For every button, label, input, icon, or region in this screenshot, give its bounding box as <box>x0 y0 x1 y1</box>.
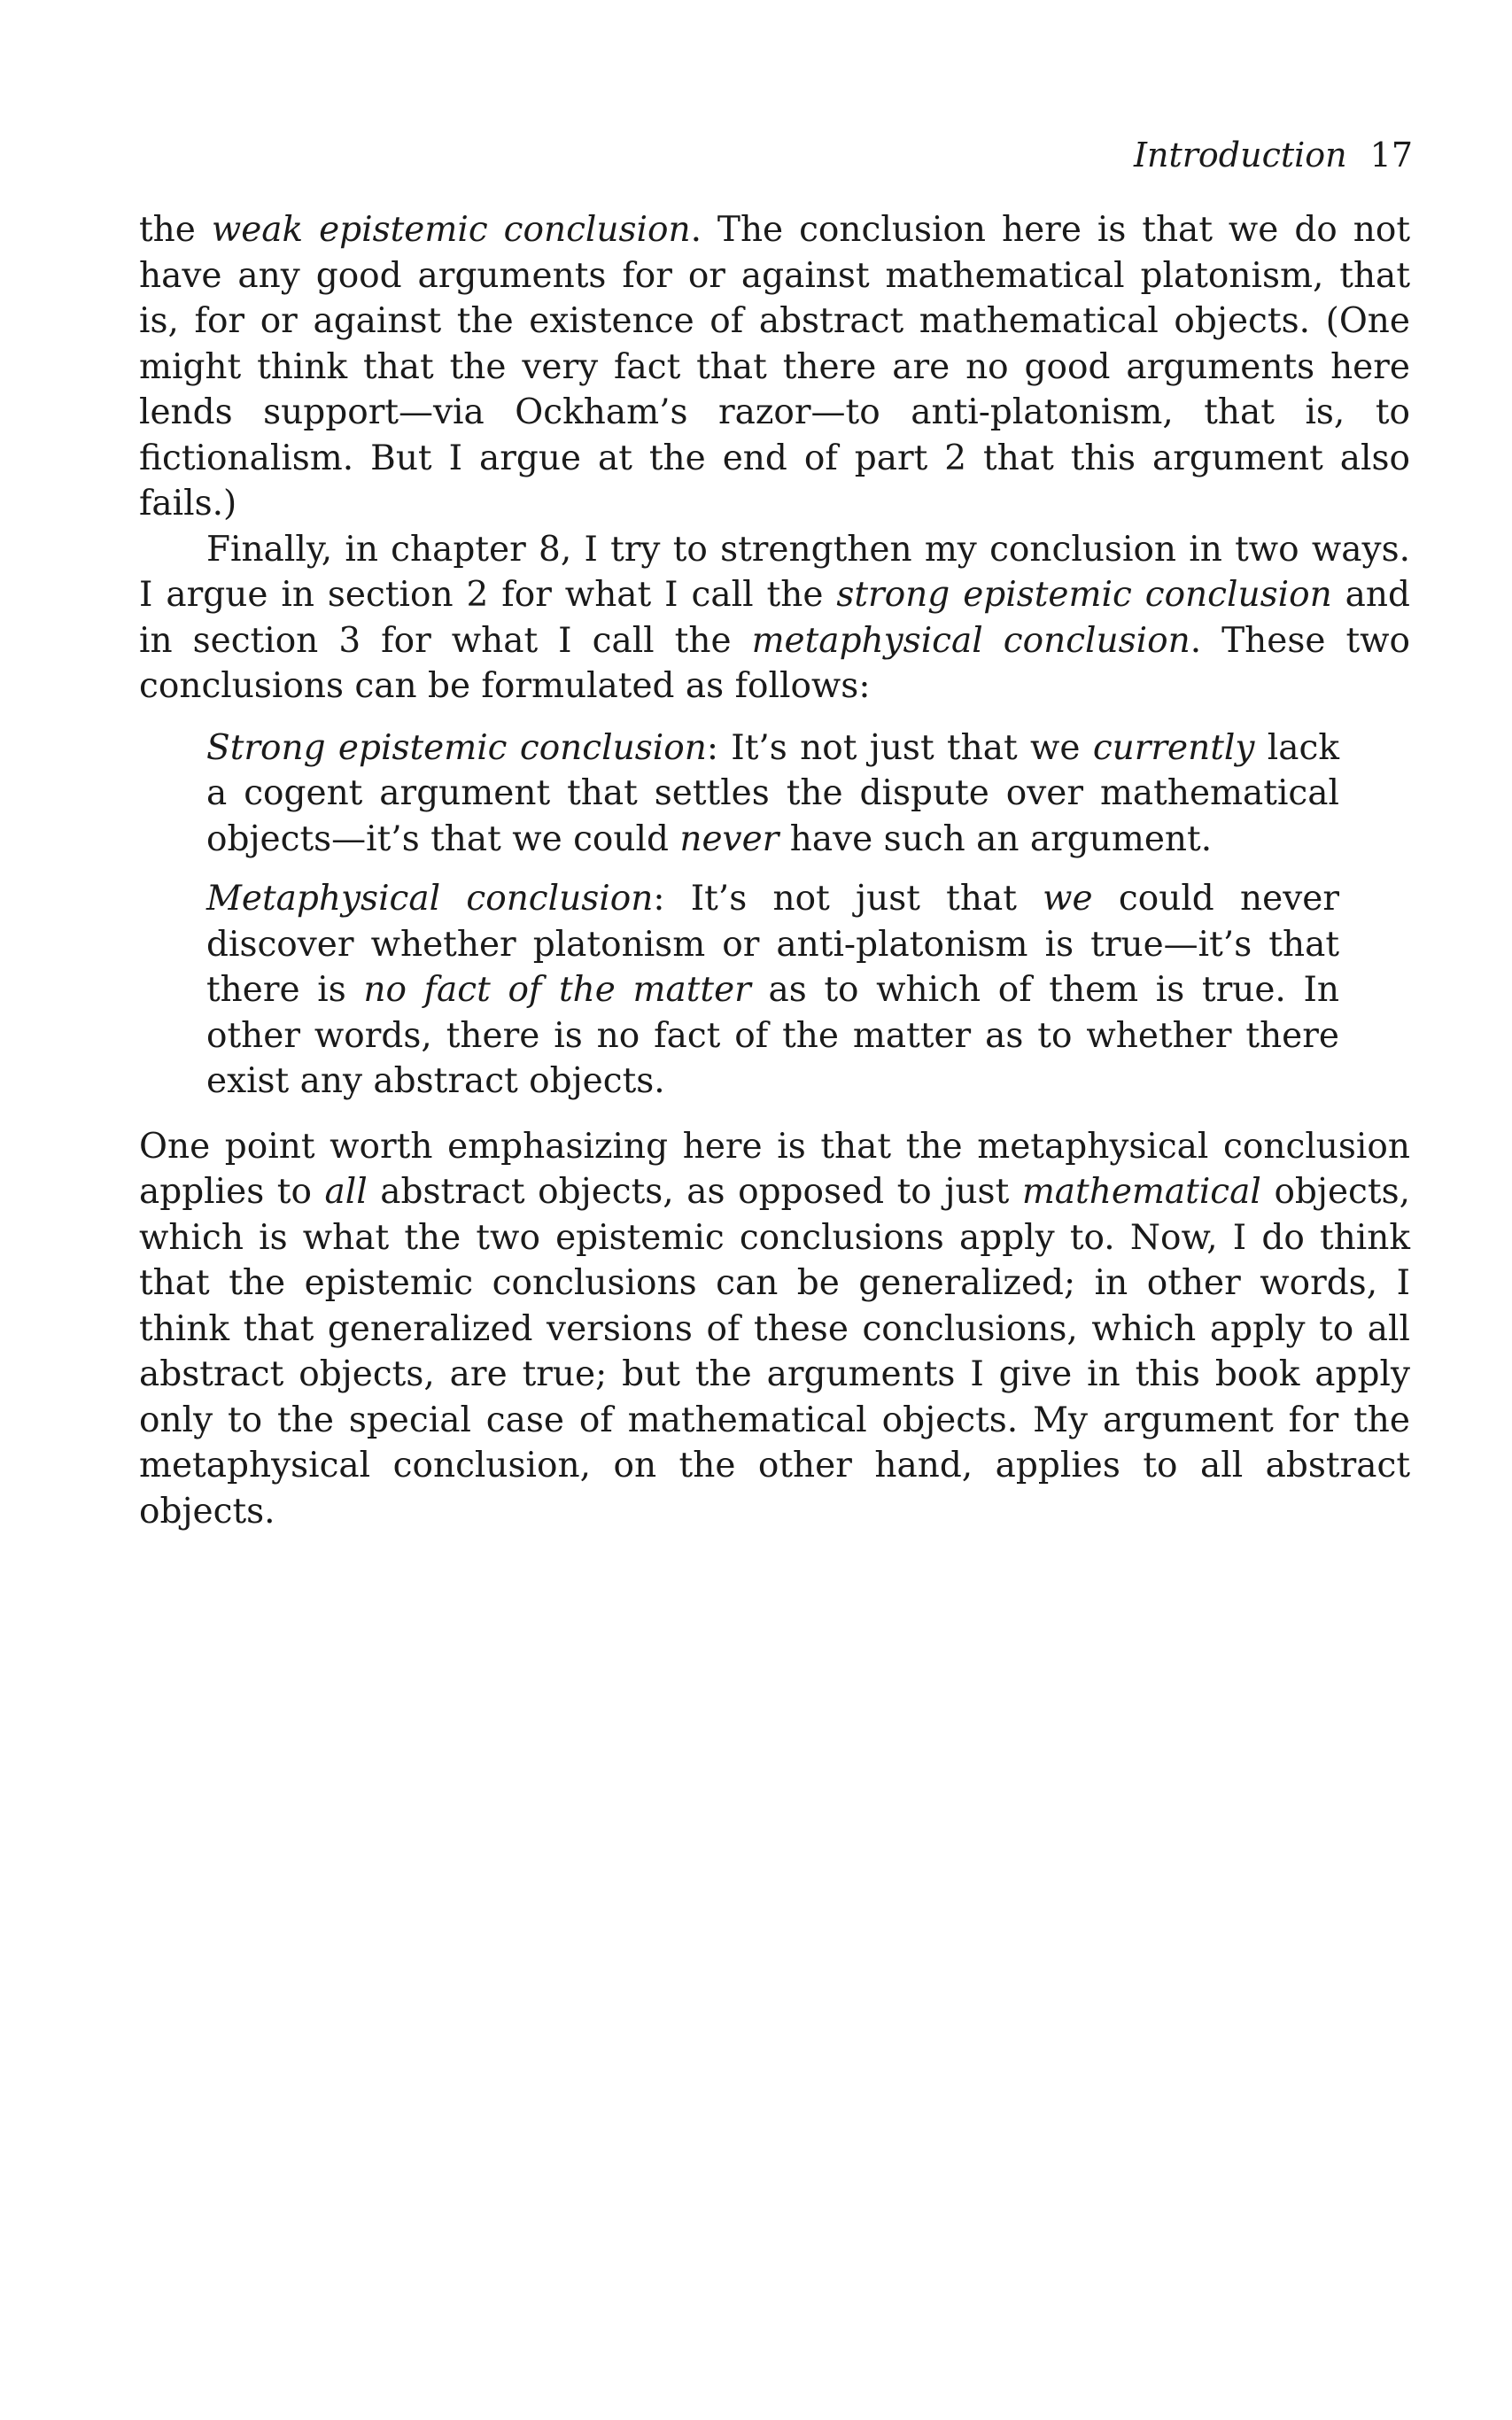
block-quote <box>206 725 1339 1105</box>
running-header <box>1134 133 1413 177</box>
text-run: . These two conclusions can be formulated as follows: <box>139 620 1411 706</box>
text-run: : It’s not just that <box>653 879 1043 919</box>
italic-term: Metaphysical conclusion <box>206 879 654 919</box>
italic-term: currently <box>1092 727 1255 768</box>
text-run: . The conclusion here is that we do not have any good arguments for or against mathematical platonism, that is, for or against the existence of abstract mathematical objects. (One might think that the very fact that there are no good arguments here lends support—via Ockham’s razor—to anti-platonism, that is, to fictionalism. But I argue at the end of part 2 that this argument also fails.) <box>139 210 1410 524</box>
quote-metaphysical <box>206 876 1339 1105</box>
text-run: One point worth emphasizing here is that the metaphysical conclusion applies to <box>139 1126 1410 1212</box>
italic-term: no fact of the matter <box>363 970 751 1010</box>
text-run: the <box>139 210 212 250</box>
text-run: abstract objects, as opposed to just <box>367 1172 1022 1212</box>
body-text <box>139 207 1410 1534</box>
text-run: and in section 3 for what I call the <box>139 575 1410 661</box>
italic-term: strong epistemic conclusion <box>836 575 1332 615</box>
text-run: : It’s not just that we <box>706 727 1093 768</box>
italic-term: metaphysical conclusion <box>751 620 1190 661</box>
italic-term: weak epistemic conclusion <box>211 210 691 250</box>
text-run: have such an argument. <box>779 818 1213 859</box>
page-number: 17 <box>1369 136 1413 175</box>
text-run: Finally, in chapter 8, I try to strengthen my conclusion in two ways. I argue in section 2 for what I call the <box>139 529 1410 615</box>
italic-term: never <box>679 818 779 859</box>
running-title: Introduction <box>1133 136 1347 175</box>
paragraph-strengthen <box>139 527 1410 710</box>
text-run: as to which of them is true. In other words, there is no fact of the matter as to whether there exist any abstract objects. <box>206 970 1339 1101</box>
text-run: could never discover whether platonism or anti-platonism is true—it’s that there is <box>206 879 1339 1010</box>
quote-strong-epistemic <box>206 725 1339 863</box>
italic-term: all <box>324 1172 368 1212</box>
text-run: objects, which is what the two epistemic conclusions apply to. Now, I do think that the epistemic conclusions can be generalized; in other words, I think that generalized versions of these conclusions, which apply to all abstract objects, are true; but the arguments I give in this book apply only to the special case of mathematical objects. My argument for the metaphysical conclusion, on the other hand, applies to all abstract objects. <box>139 1172 1410 1532</box>
italic-term: mathematical <box>1021 1172 1261 1212</box>
paragraph-weak-epistemic <box>139 207 1410 527</box>
italic-term: we <box>1043 879 1093 919</box>
text-run: lack a cogent argument that settles the dispute over mathematical objects—it’s that we could <box>206 727 1339 859</box>
paragraph-emphasis <box>139 1124 1410 1535</box>
italic-term: Strong epistemic conclusion <box>206 727 707 768</box>
